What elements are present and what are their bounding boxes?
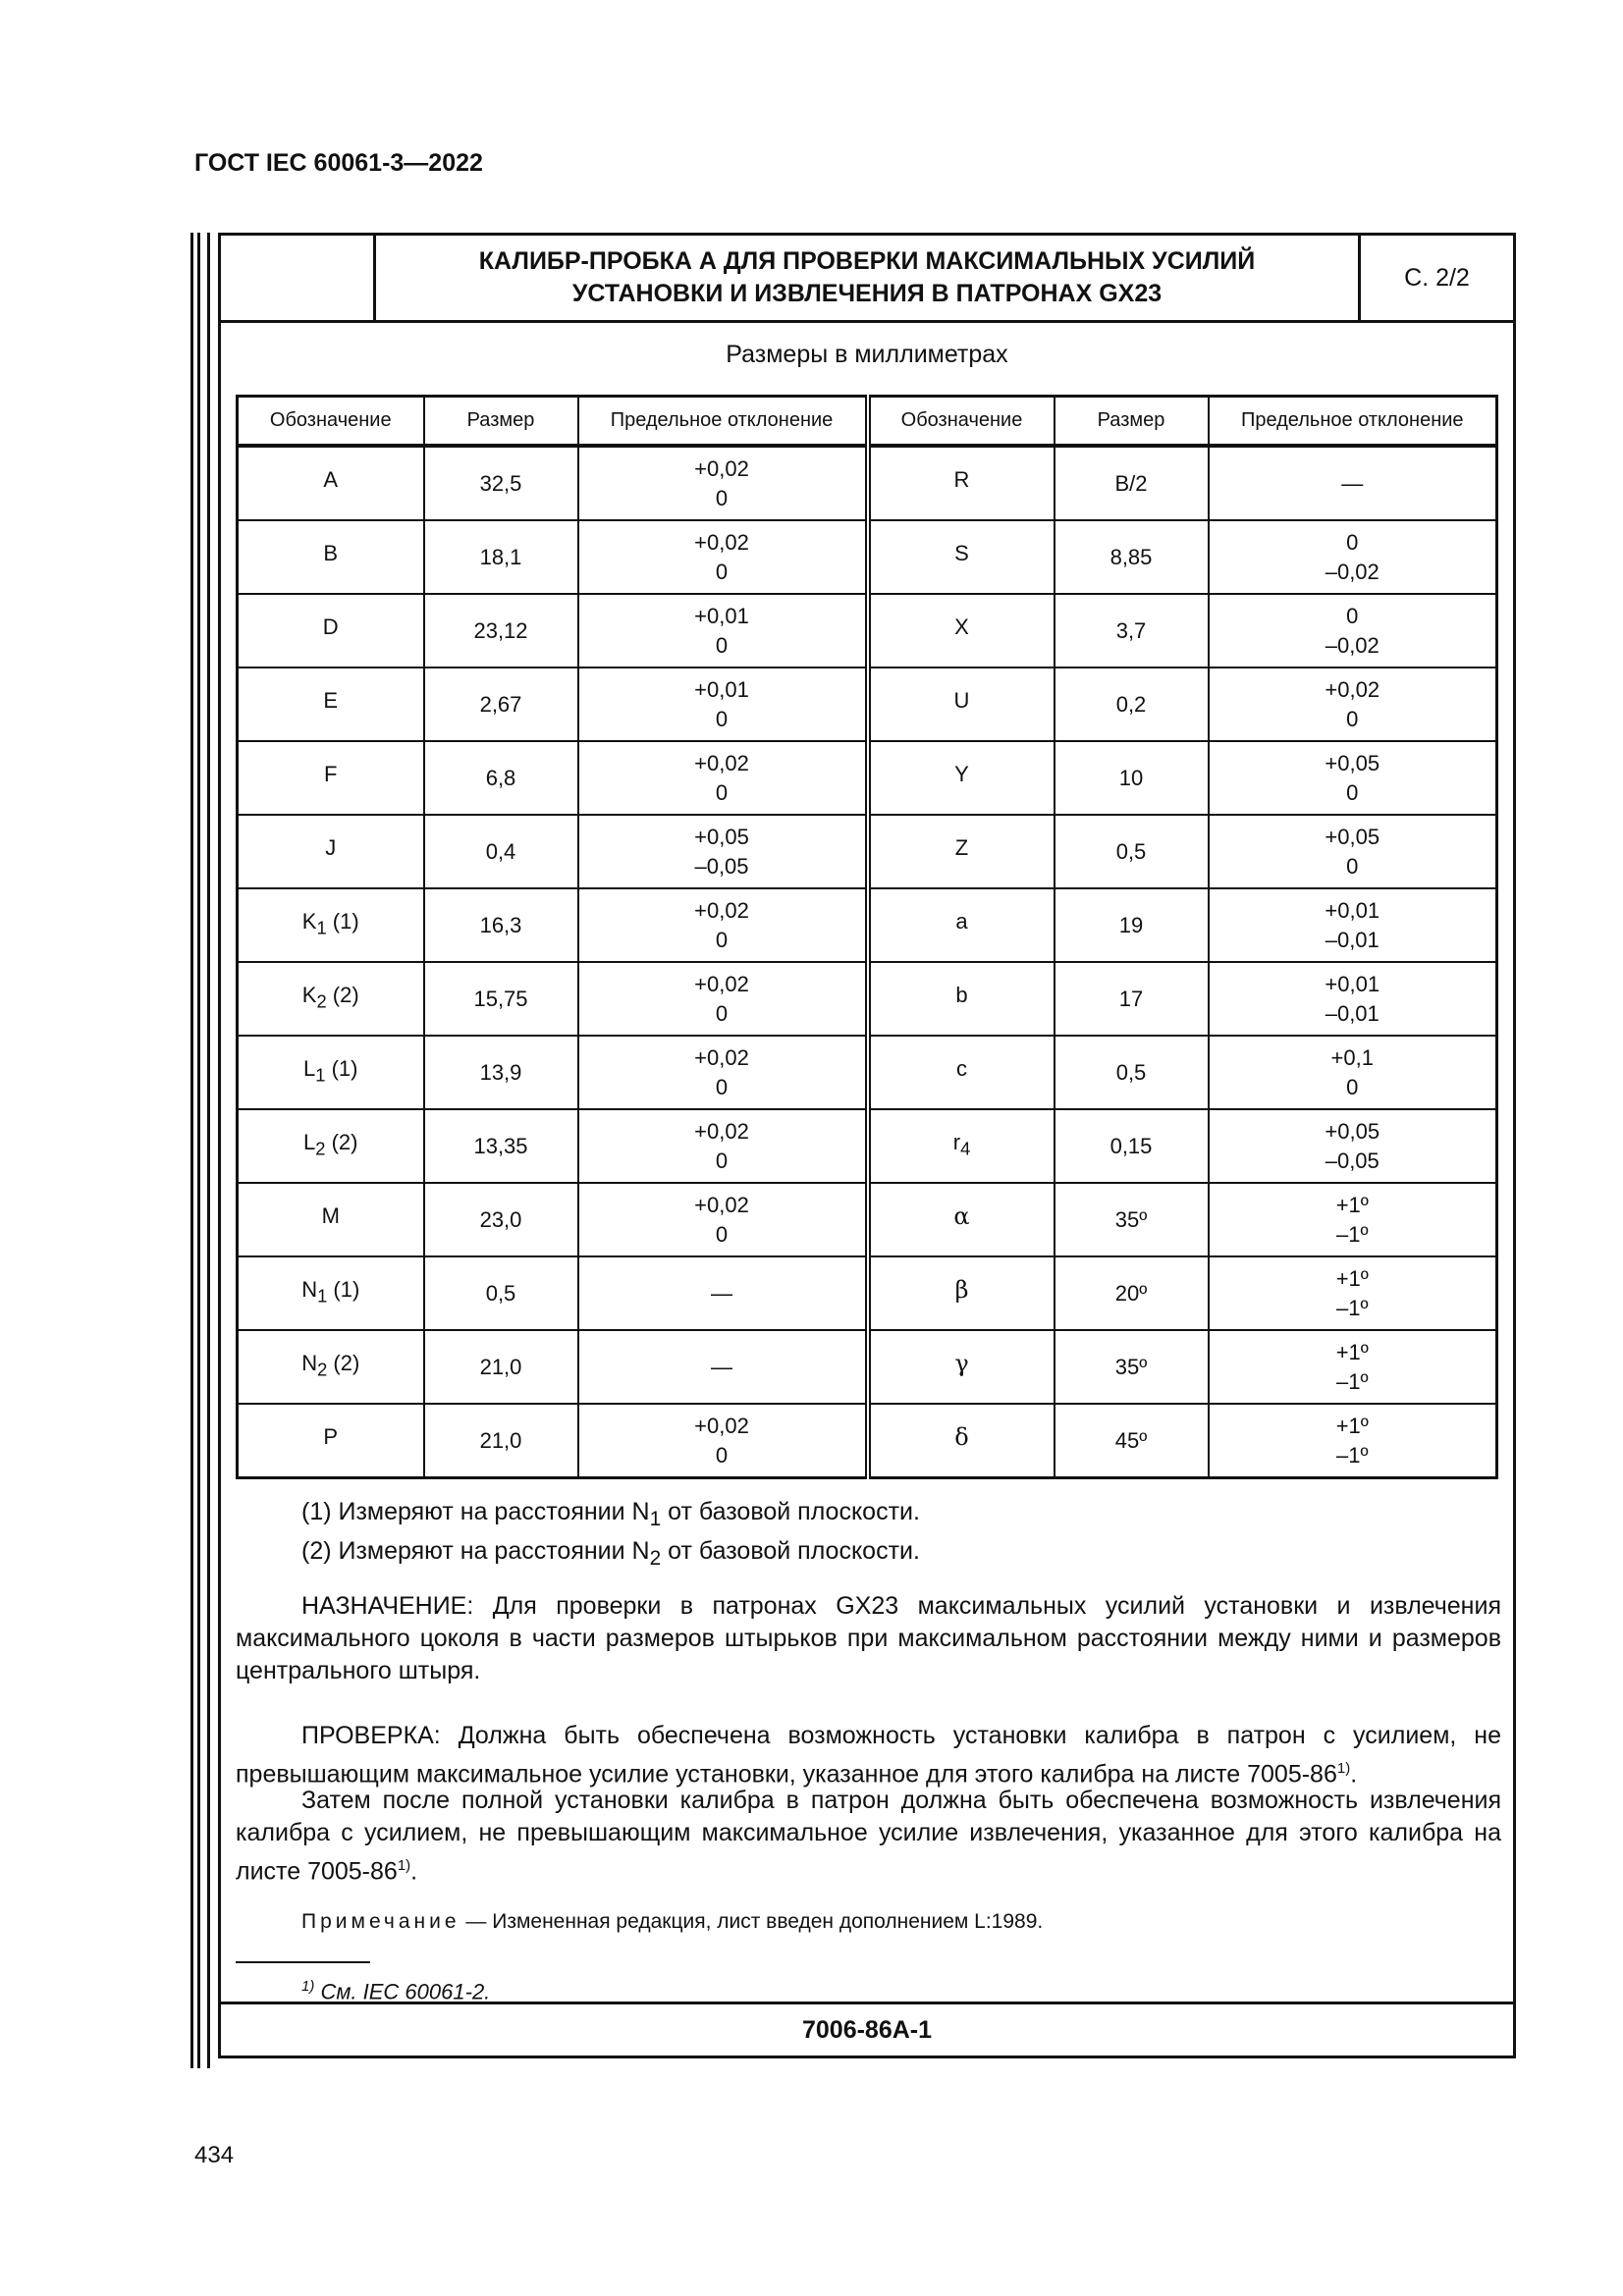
cell-symbol: δ [868,1404,1055,1478]
cell-tolerance: +0,02 0 [578,741,868,815]
column-header: Предельное отклонение [1209,397,1497,447]
cell-symbol: X [868,594,1055,667]
cell-symbol: F [238,741,424,815]
column-header: Обозначение [238,397,424,447]
standard-id: ГОСТ IEC 60061-3—2022 [194,149,483,177]
footnote-rule [236,1961,370,1963]
cell-symbol: E [238,667,424,741]
cell-size: 2,67 [424,667,578,741]
cell-tolerance: +0,05 0 [1209,815,1497,888]
cell-tolerance: — [578,1330,868,1404]
sheet-title [376,236,1361,320]
cell-tolerance: +0,02 0 [578,1183,868,1256]
cell-size: 45º [1055,1404,1209,1478]
column-header: Размер [424,397,578,447]
cell-symbol: a [868,888,1055,962]
cell-tolerance: +0,01 –0,01 [1209,962,1497,1036]
cell-tolerance: +1º –1º [1209,1256,1497,1330]
cell-symbol: P [238,1404,424,1478]
page-number: 434 [194,2142,235,2168]
cell-size: 21,0 [424,1404,578,1478]
cell-tolerance: +0,01 –0,01 [1209,888,1497,962]
cell-size: 0,15 [1055,1109,1209,1183]
table-row [238,520,1497,594]
table-footnotes [301,1496,920,1575]
sheet-page-ref: С. 2/2 [1404,263,1470,292]
cell-size: 23,0 [424,1183,578,1256]
cell-tolerance: 0 –0,02 [1209,594,1497,667]
note-text: — Измененная редакция, лист введен дополнением L:1989. [460,1910,1044,1933]
header-blank-cell [221,236,376,320]
cell-tolerance: +0,02 0 [1209,667,1497,741]
cell-size: 19 [1055,888,1209,962]
cell-size: 21,0 [424,1330,578,1404]
cell-tolerance: +1º –1º [1209,1404,1497,1478]
table-footnote-1: (1) Измеряют на расстоянии $N_1$ от базовой плоскости. [301,1498,920,1530]
then-paragraph: Затем после полной установки калибра в патрон должна быть обеспечена возможность извлечения калибра с усилием, не превышающим максимальное усилие извлечения, указанное для этого калибра на листе 7005-86$^{1)}$. [236,1787,1501,1886]
cell-size: 13,35 [424,1109,578,1183]
table-row [238,815,1497,888]
binding-lines [190,233,210,2068]
cell-symbol: $N_1$ (1) [238,1256,424,1330]
cell-tolerance: — [578,1256,868,1330]
table-row [238,1330,1497,1404]
cell-size: 10 [1055,741,1209,815]
dimensions-table [236,395,1498,1479]
cell-symbol: γ [868,1330,1055,1404]
cell-size: 18,1 [424,520,578,594]
column-header: Размер [1055,397,1209,447]
cell-tolerance: +0,01 0 [578,594,868,667]
table-row [238,1256,1497,1330]
table-row [238,667,1497,741]
note-label: Примечание [301,1910,460,1933]
cell-symbol: β [868,1256,1055,1330]
cell-symbol: J [238,815,424,888]
cell-size: 15,75 [424,962,578,1036]
cell-tolerance: — [1209,446,1497,520]
cell-symbol: $L_2$ (2) [238,1109,424,1183]
cell-symbol: $r_4$ [868,1109,1055,1183]
cell-size: 3,7 [1055,594,1209,667]
cell-symbol: α [868,1183,1055,1256]
cell-symbol: A [238,446,424,520]
table-row [238,446,1497,520]
cell-size: 17 [1055,962,1209,1036]
table-row [238,594,1497,667]
cell-tolerance: +1º –1º [1209,1183,1497,1256]
cell-symbol: U [868,667,1055,741]
table-row [238,1036,1497,1109]
table-row [238,1109,1497,1183]
table-row [238,741,1497,815]
column-header: Предельное отклонение [578,397,868,447]
cell-size: 20º [1055,1256,1209,1330]
cell-symbol: B [238,520,424,594]
cell-tolerance: +0,02 0 [578,888,868,962]
table-header-row [238,397,1497,447]
cell-tolerance: +0,02 0 [578,446,868,520]
table-row [238,1404,1497,1478]
cell-tolerance: +0,01 0 [578,667,868,741]
cell-size: 8,85 [1055,520,1209,594]
check-paragraph: ПРОВЕРКА: Должна быть обеспечена возможность установки калибра в патрон с усилием, не превышающим максимальное усилие установки, указанное для этого калибра на листе 7005-86$^{1)}$. [236,1722,1501,1789]
cell-size: B/2 [1055,446,1209,520]
cell-size: 0,5 [424,1256,578,1330]
table-footnote-2: (2) Измеряют на расстоянии $N_2$ от базовой плоскости. [301,1537,920,1570]
cell-size: 0,5 [1055,1036,1209,1109]
cell-symbol: M [238,1183,424,1256]
table-row [238,888,1497,962]
table-row [238,962,1497,1036]
cell-symbol: $N_2$ (2) [238,1330,424,1404]
cell-symbol: R [868,446,1055,520]
column-header: Обозначение [868,397,1055,447]
cell-tolerance: 0 –0,02 [1209,520,1497,594]
cell-tolerance: +0,02 0 [578,1404,868,1478]
cell-tolerance: +0,05 0 [1209,741,1497,815]
cell-size: 0,2 [1055,667,1209,741]
cell-size: 13,9 [424,1036,578,1109]
cell-symbol: c [868,1036,1055,1109]
cell-size: 35º [1055,1183,1209,1256]
cell-symbol: $L_1$ (1) [238,1036,424,1109]
purpose-paragraph: НАЗНАЧЕНИЕ: Для проверки в патронах GX23 максимальных усилий установки и извлечения максимального цоколя в части размеров штырьков при максимальном расстоянии между ними и размеров центрального штыря. [236,1592,1501,1684]
cell-size: 35º [1055,1330,1209,1404]
cell-tolerance: +0,1 0 [1209,1036,1497,1109]
table-body [238,446,1497,1478]
cell-symbol: S [868,520,1055,594]
cell-tolerance: +0,02 0 [578,520,868,594]
cell-tolerance: +0,02 0 [578,1109,868,1183]
sheet-header [221,236,1513,323]
cell-size: 16,3 [424,888,578,962]
cell-tolerance: +0,02 0 [578,1036,868,1109]
cell-symbol: $K_1$ (1) [238,888,424,962]
sheet-title-line-2: УСТАНОВКИ И ИЗВЛЕЧЕНИЯ В ПАТРОНАХ GX23 [571,280,1163,307]
cell-tolerance: +0,02 0 [578,962,868,1036]
cell-symbol: $K_2$ (2) [238,962,424,1036]
standard-sheet [218,233,1516,2058]
cell-tolerance: +0,05 –0,05 [578,815,868,888]
sheet-title-line-1: КАЛИБР-ПРОБКА А ДЛЯ ПРОВЕРКИ МАКСИМАЛЬНЫХ УСИЛИЙ [478,247,1256,275]
cell-size: 6,8 [424,741,578,815]
cell-symbol: b [868,962,1055,1036]
cell-symbol: Z [868,815,1055,888]
sheet-footer-code: 7006-86A-1 [221,2002,1513,2056]
cell-symbol: Y [868,741,1055,815]
cell-size: 0,4 [424,815,578,888]
cell-size: 32,5 [424,446,578,520]
page-footnote: $^{1)}$ См. IEC 60061-2. [301,1978,491,2004]
table-row [238,1183,1497,1256]
cell-size: 0,5 [1055,815,1209,888]
cell-size: 23,12 [424,594,578,667]
units-caption: Размеры в миллиметрах [726,341,1008,368]
cell-tolerance: +1º –1º [1209,1330,1497,1404]
note [301,1910,1043,1934]
cell-tolerance: +0,05 –0,05 [1209,1109,1497,1183]
cell-symbol: D [238,594,424,667]
